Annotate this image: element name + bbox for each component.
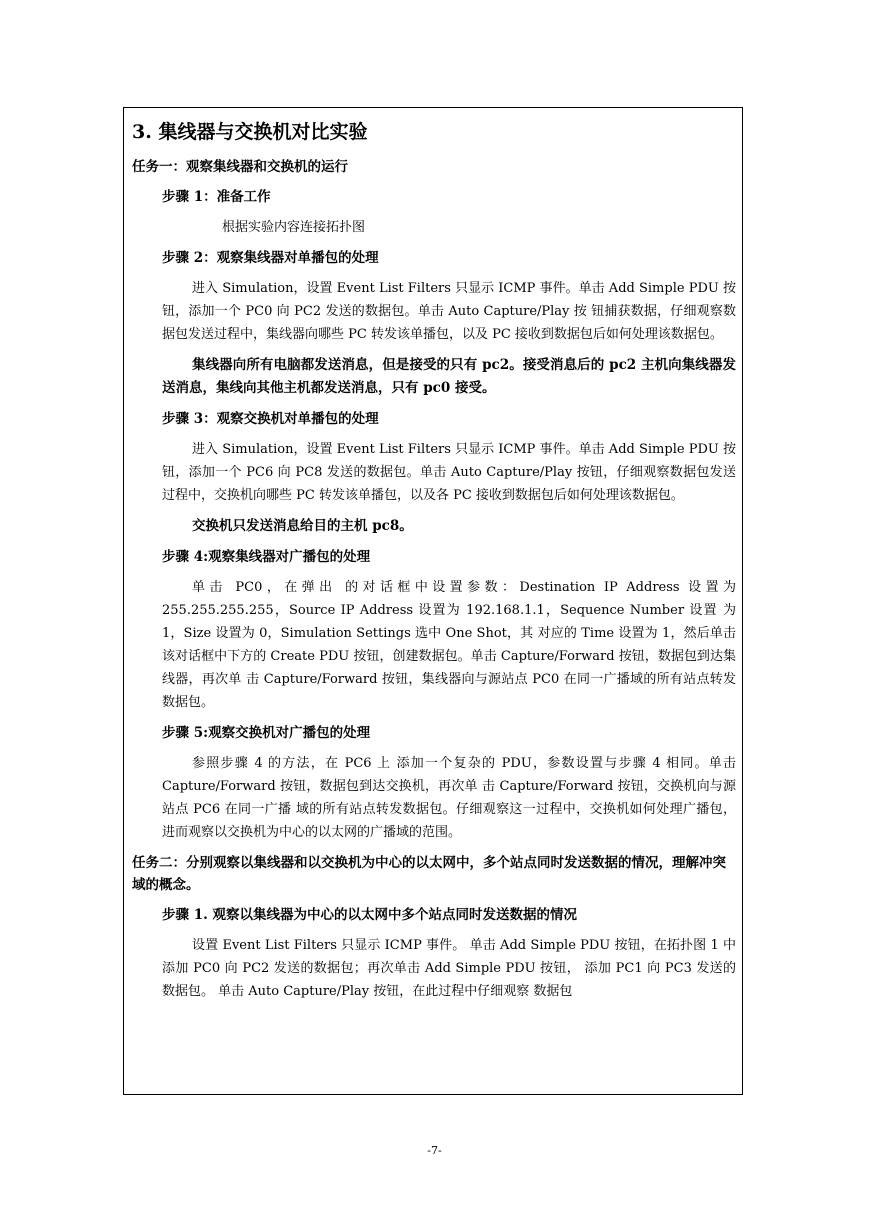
step3-answer: 交换机只发送消息给目的主机 pc8。 — [192, 518, 413, 534]
step3-heading: 步骤 3：观察交换机对单播包的处理 — [162, 411, 379, 427]
step1-text: 根据实验内容连接拓扑图 — [222, 220, 366, 235]
task2-heading: 任务二：分别观察以集线器和以交换机为中心的以太网中，多个站点同时发送数据的情况，理解冲突域的概念。 — [132, 855, 726, 893]
step2-text: 进入 Simulation，设置 Event List Filters 只显示 ICMP 事件。单击 Add Simple PDU 按钮，添加一个 PC0 向 PC2 发送的数据包。单击 Auto Capture/Play 按 钮捕获数据，仔细观察数据包发送过程中，集线器向哪些 PC 转发该单播包，以及 PC 接收到数据包后如何处理该数据包。 — [162, 281, 736, 342]
document-body — [124, 108, 742, 1003]
section-title: 3. 集线器与交换机对比实验 — [132, 121, 368, 143]
step4-heading: 步骤 4:观察集线器对广播包的处理 — [162, 549, 371, 565]
content-frame — [123, 107, 743, 1095]
step3-text: 进入 Simulation，设置 Event List Filters 只显示 ICMP 事件。单击 Add Simple PDU 按钮，添加一个 PC6 向 PC8 发送的数据包。单击 Auto Capture/Play 按钮，仔细观察数据包发送 过程中，交换机向哪些 PC 转发该单播包，以及各 PC 接收到数据包后如何处理该数据包。 — [162, 442, 736, 503]
task2-step1-text: 设置 Event List Filters 只显示 ICMP 事件。 单击 Add Simple PDU 按钮，在拓扑图 1 中添加 PC0 向 PC2 发送的数据包；再次单击 Add Simple PDU 按钮， 添加 PC1 向 PC3 发送的数据包。 单击 Auto Capture/Play 按钮，在此过程中仔细观察 数据包 — [162, 938, 736, 999]
step1-heading: 步骤 1：准备工作 — [162, 189, 271, 205]
step4-text: 单击 PC0，在弹出 的对话框中设置参数：Destination IP Address 设置为 255.255.255.255，Source IP Address 设置为 192.168.1.1，Sequence Number 设置 为 1，Size 设置为 0，Simulation Settings 选中 One Shot，其 对应的 Time 设置为 1，然后单击该对话框中下方的 Create PDU 按钮，创建数据包。单击 Capture/Forward 按钮，数据包到达集线器，再次单 击 Capture/Forward 按钮，集线器向与源站点 PC0 在同一广播域的所有站点转发数据包。 — [162, 580, 736, 710]
step2-answer: 集线器向所有电脑都发送消息，但是接受的只有 pc2。接受消息后的 pc2 主机向集线器发送消息，集线向其他主机都发送消息，只有 pc0 接受。 — [162, 357, 736, 396]
page-number: -7- — [427, 1144, 442, 1157]
step2-heading: 步骤 2：观察集线器对单播包的处理 — [162, 250, 379, 266]
task1-heading: 任务一：观察集线器和交换机的运行 — [132, 159, 348, 175]
task2-step1-heading: 步骤 1. 观察以集线器为中心的以太网中多个站点同时发送数据的情况 — [162, 907, 577, 923]
step5-text: 参照步骤 4 的方法，在 PC6 上 添加一个复杂的 PDU，参数设置与步骤 4 相同。单击 Capture/Forward 按钮，数据包到达交换机，再次单 击 Capture/Forward 按钮，交换机向与源站点 PC6 在同一广播 域的所有站点转发数据包。仔细观察这一过程中，交换机如何处理广播包， 进而观察以交换机为中心的以太网的广播域的范围。 — [162, 756, 736, 840]
step5-heading: 步骤 5:观察交换机对广播包的处理 — [162, 725, 371, 741]
